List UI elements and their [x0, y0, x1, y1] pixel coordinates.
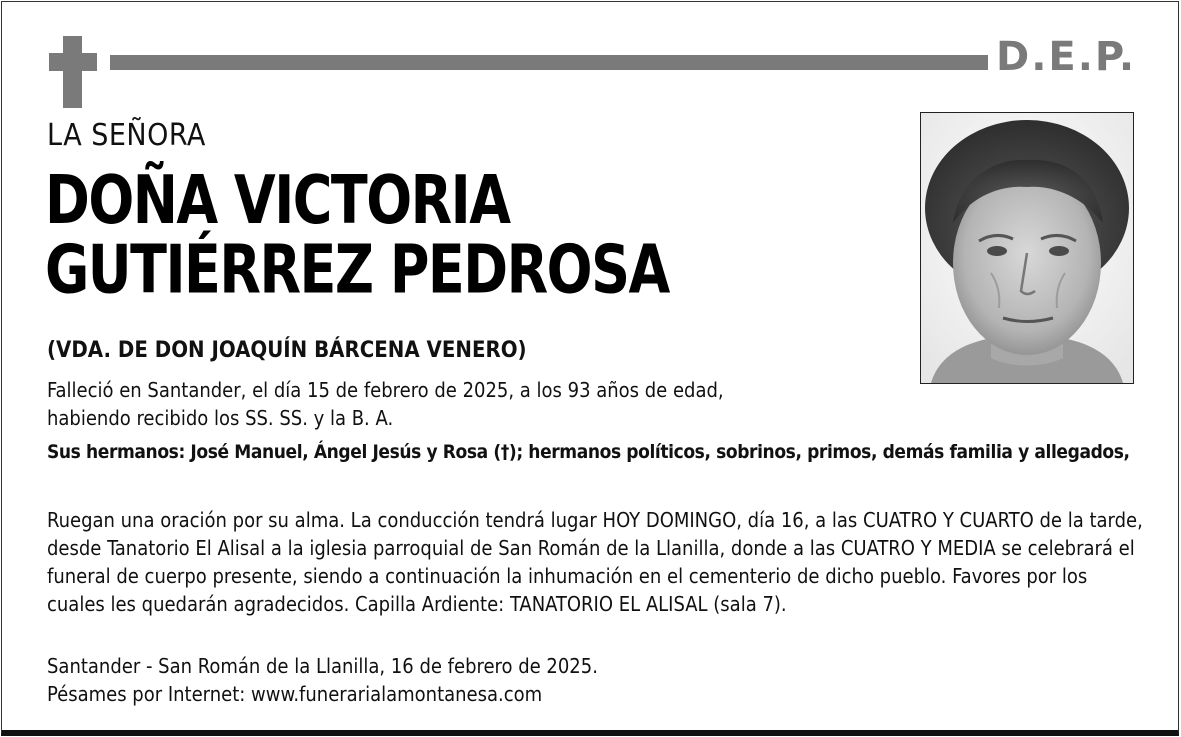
service-paragraph: Ruegan una oración por su alma. La conducción tendrá lugar HOY DOMINGO, día 16, a las CUATRO Y CUARTO de la tarde, desde Tanatorio El Alisal a la iglesia parroquial de San Román de la Llanilla, donde a las CUATRO Y MEDIA se celebrará el funeral de cuerpo presente, siendo a continuación la inhumación en el cementerio de dicho pueblo. Favores por los cuales les quedarán agradecidos. Capilla Ardiente: TANATORIO EL ALISAL (sala 7).: [47, 508, 1143, 616]
honorific: LA SEÑORA: [47, 118, 206, 153]
cross-vertical-bar: [63, 36, 82, 108]
cross-horizontal-bar: [49, 53, 97, 71]
widow-line: (VDA. DE DON JOAQUÍN BÁRCENA VENERO): [47, 338, 527, 363]
header-rule: [110, 55, 988, 70]
name-line-1: DOÑA VICTORIA: [45, 161, 510, 240]
condolences-link[interactable]: Pésames por Internet: www.funerarialamontanesa.com: [47, 682, 543, 706]
place-date: Santander - San Román de la Llanilla, 16 de febrero de 2025.: [47, 654, 598, 678]
death-details: [47, 376, 847, 432]
portrait-photo: [920, 112, 1134, 384]
footer-block: [47, 652, 947, 708]
death-line-2: habiendo recibido los SS. SS. y la B. A.: [47, 406, 394, 430]
death-line-1: Falleció en Santander, el día 15 de febrero de 2025, a los 93 años de edad,: [47, 378, 724, 402]
name-line-2: GUTIÉRREZ PEDROSA: [45, 230, 669, 310]
deceased-name: [45, 161, 669, 310]
family-paragraph: Sus hermanos: José Manuel, Ángel Jesús y Rosa (†); hermanos políticos, sobrinos, primos, demás familia y allegados,: [47, 441, 1130, 463]
dep-label: D.E.P.: [996, 34, 1137, 80]
